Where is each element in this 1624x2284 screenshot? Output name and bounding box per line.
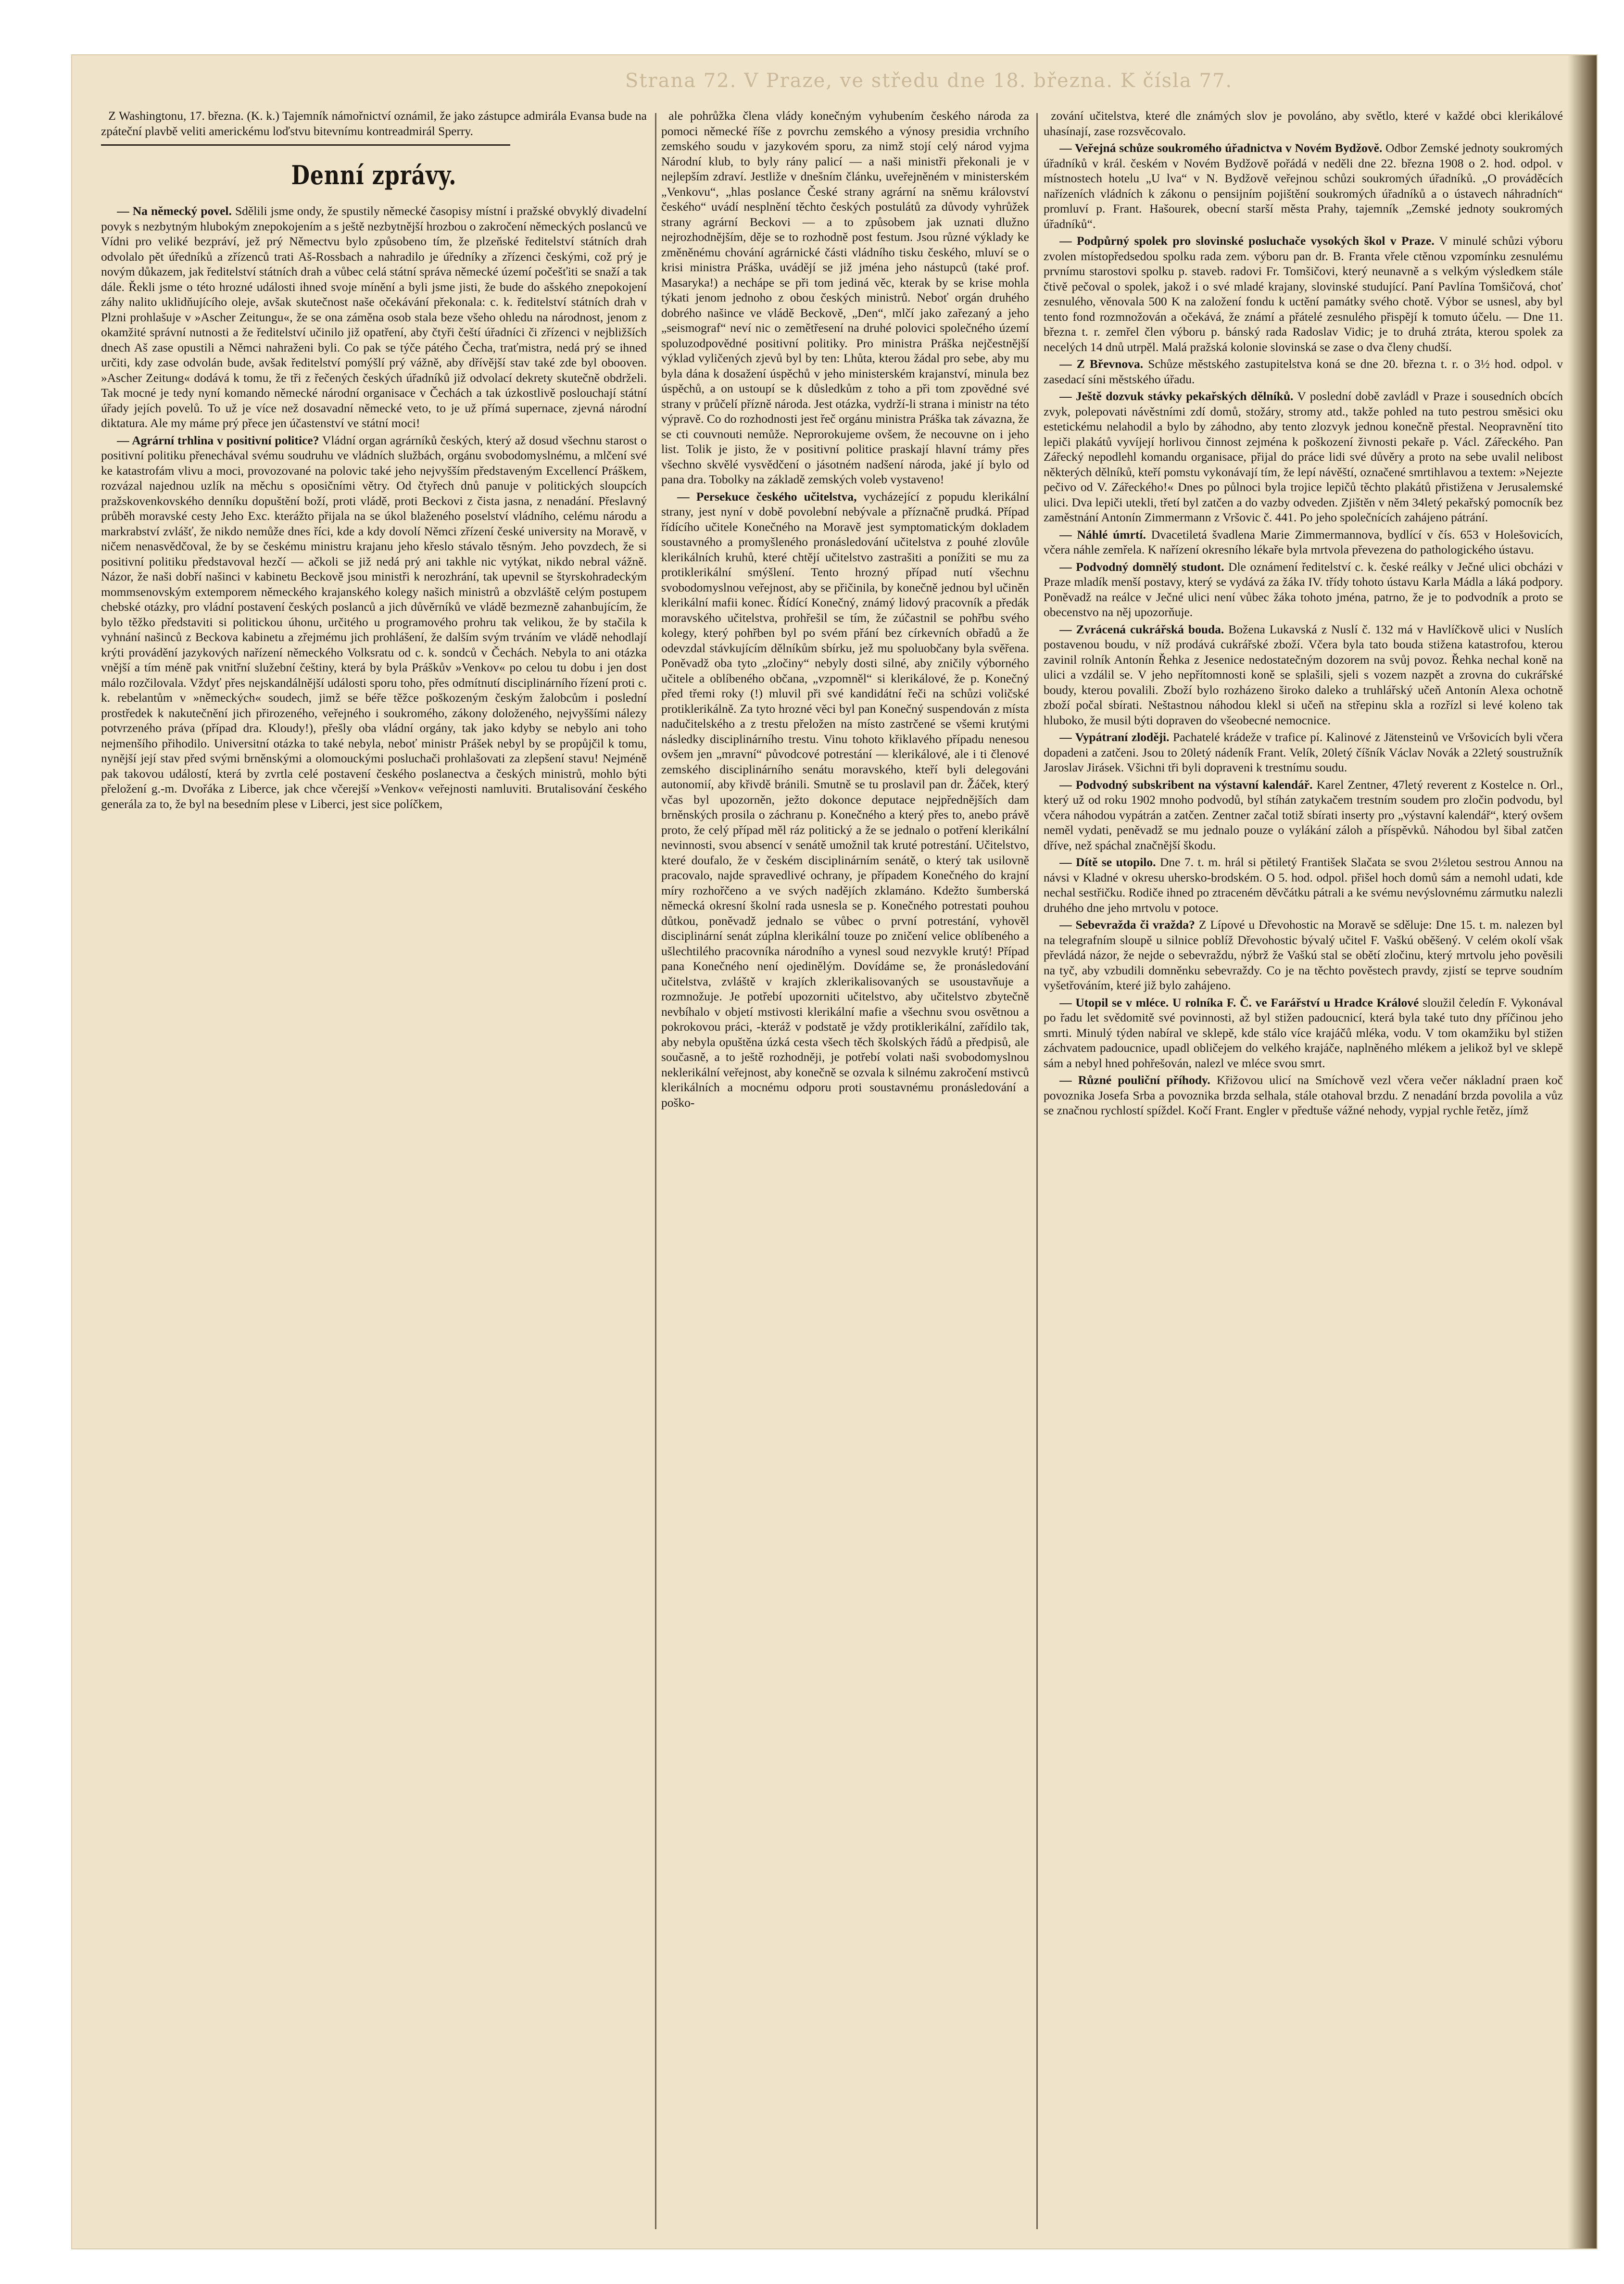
article-lead: — Sebevražda či vražda? [1059, 918, 1195, 932]
article-lead: — Podpůrný spolek pro slovinské posluchače vysokých škol v Praze. [1059, 234, 1435, 248]
article-persekuce-ucitelstva [661, 489, 1029, 1110]
article-body: V minulé schůzi výboru zvolen místopředsedou spolku rada zem. výboru pan dr. B. Franta vřele ctěnou vzpomínku zesnulému prvnímu starostovi spolku p. staveb. radovi Fr. Tomšičovi, který neunavně a s velkým výsledkem stále čtivě pečoval o spolek, jakož i o své mladé krajany, slovinské studující. Paní Pavlína Tomšičová, choť zesnulého, věnovala 500 K na založení fondu k uctění památky svého chotě. Výbor se usnesl, aby byl tento fond rozmnožován a očekává, že známí a přátelé zesnulého přispějí k tomuto účelu. — Dne 11. března t. r. zemřel člen výboru p. bánský rada Radoslav Vidic; je to druhá ztráta, kterou spolek za necelých 14 dnů utrpěl. Malá pražská kolonie slovinská se zase o dva členy chudší. [1044, 234, 1563, 354]
article-nemecky-povel [101, 203, 647, 431]
column-divider [1036, 113, 1038, 2229]
article-lead: — Z Břevnova. [1059, 357, 1144, 371]
article-item [1044, 855, 1563, 915]
column-divider [655, 113, 656, 2229]
article-body: Dne 7. t. m. hrál si pětiletý František Slačata se svou 2½letou sestrou Annou na návsi v Kladné v okresu uhersko-brodském. O 5. hod. odpol. přišel hoch domů sám a nemohl udati, kde nechal sestřičku. Rodiče ihned po ztraceném děvčátku pátrali a ke svému nevýslovnému zármutku nalezli druhého dne jeho mrtvolu v potoce. [1044, 855, 1563, 915]
column-2 [661, 108, 1029, 2234]
section-title: Denní zprávy. [291, 160, 457, 190]
article-lead: — Zvrácená cukrářská bouda. [1059, 622, 1224, 636]
article-continuation: zování učitelstva, které dle známých slov je povoláno, aby světlo, které v každé obci klerikálové uhasínají, zase rozsvěcovalo. [1044, 109, 1563, 138]
article-lead: — Agrární trhlina v positivní politice? [117, 433, 319, 447]
article-item [1044, 356, 1563, 387]
article-lead: — Veřejná schůze soukromého úřadnictva v Novém Bydžově. [1059, 141, 1383, 155]
article-body: Vládní organ agrárníků českých, který až dosud všechnu starost o positivní politiku přenechával svému soudruhu ve vládních službách, orgánu svobodomyslnému, a mlčení své ke katastrofám vlivu a moci, provozované na polovic také jeho nejvyšším představeným Excellencí Práškem, rozvázal najednou uzlík na měchu s oposičními větry. Od čtyřech dnů panuje v politických sloupcích pražskovenkovského denníku dopuštění boží, proti vládě, proti Beckovi z čista jasna, z nenadání. Přeslavný průběh moravské cesty Jeho Exc. kterážto přijala na se úkol blaženého poselství vládního, celému národu a markrabství zvlášť, že nikdo nemůže dnes říci, kde a kdy dovolí Němci zřízení české university na Moravě, v ničem nenasvědčoval, že by se českému ministru krajanu jeho křeslo stávalo těsným. Jeho povzdech, že si positivní politiku představoval hezčí — ačkoli se již nedá prý ani takhle nic vytýkat, nikdo nebral vážně. Názor, že naši dobří našinci v kabinetu Beckově jsou ministři k nerozhrání, tak upevnil se štyrskohradeckým mommsenovským extemporem německého krajanského kolegy našich ministrů a obzvláště celým postupem chebské otázky, pro vládní postavení českých poslanců a jich důvěrníků ve vládě bezmezně zahanbujícím, že bylo těžko představiti si politickou úhonu, určitého u programového prohru tak velikou, že by stačila k vyhnání našinců z Beckova kabinetu a zřejmému jich prohlášení, že dalším svým trváním ve vládě nehodlají krýti provádění jazykových nařízení německého Volksratu od c. k. sondců v Čechách. Nebyla to ani otázka vnější a tím méně pak vnitřní služební češtiny, která by byla Práškův »Venkov« po celou tu dobu i jen dost málo rozčilovala. Vždyť přes nejskandálnější události sporu toho, přes odmítnutí disciplinárního řízení proti c. k. rebelantům v »německých« soudech, jimž se béře těžce poškozeným českým žalobcům i poslední prostředek k nakutečnění jich přirozeného, veřejného i soukromého, zákony doloženého, nejvyššími nálezy potvrzeného práva (případ dra. Kloudy!), přešly oba vládní orgány, tak jako kdyby se nebylo ani toho nejmenšího přihodilo. Universitní otázka to také nebyla, neboť ministr Prášek nebyl by se propůjčil k tomu, nynější její stav před svými brněnskými a olomouckými posluchači prohlašovati za zlepšení stavu! Nejméně pak takovou událostí, která by zvrtla celé postavení českého poslanectva a českých ministrů, mohlo býti přeložení g.-m. Dvořáka z Liberce, jak chce včerejší »Venkov« veřejnosti namluviti. Brutalisování českého generála za to, že byl na besedním plese v Liberci, jest sice políčkem, [101, 433, 647, 811]
article-body: Karel Zentner, 47letý reverent z Kostelce n. Orl., který už od roku 1902 mnoho podvodů, byl stíhán zatykačem trestním soudem pro zločin podvodu, byl včera náhodou vypátrán a zatčen. Zentner začal totiž sbírati inserty pro „výstavní kalendář“, který ovšem neměl vydati, peněvadž se mu jednalo pouze o vylákání záloh a příspěvků. Náhodou byl šibal zatčen dříve, než spáchal značnější škodu. [1044, 777, 1563, 852]
article-body: Sdělili jsme ondy, že spustily německé časopisy místní i pražské obvyklý divadelní povyk s nezbytným hlubokým znepokojením a s ještě nezbytnější hrozbou o zakročení německých poslanců ve Vídni pro veliké bezpráví, jež prý Němectvu bylo způsobeno tím, že plzeňské ředitelství státních drah odvolalo pět úředníků a zřízenců trati Aš-Rossbach a nahradilo je úředníky a zřízenci českými, což prý je novým důkazem, jak ředitelství státních drah a vůbec celá státní správa německé území počešťiti se snaží a tak dále. Řekli jsme o této hrozné události ihned svoje mínění a byli jsme jisti, že bude do ašského znepokojení záhy nalito uklidňujícího oleje, avšak skutečnost naše očekávání překonala: c. k. ředitelství státních drah v Plzni prohlašuje v »Ascher Zeitungu«, že se ona záměna osob stala beze všeho ohledu na národnost, jenom z okamžité správní nutnosti a že ředitelství učinilo již opatření, aby čtyři čeští úřadníci či zřízenci v nejbližších dnech Aš zase opustili a Němci nahraženi byli. Co pak se týče pátého Čecha, traťmistra, nedá prý se ihned určiti, kdy zase odvolán bude, avšak ředitelství pomýšlí prý vážně, aby dřívější stav také zde byl obooven. »Ascher Zeitung« dodává k tomu, že tři z řečených českých úřadníků již odvolací dekrety skutečně obdrželi. Tak mocné je tedy nyní komando německé národní organisace v Čechách a tak úzkostlivě poslouchají státní úřady jejích povelů. To už je více než dosavadní německé veto, to je už přímá supernace, zjevná národní diktatura. Ale my máme prý přece jen účastenství ve státní moci! [101, 204, 647, 430]
article-item [1044, 559, 1563, 620]
column-3 [1044, 108, 1563, 2234]
article-item [1044, 140, 1563, 231]
article-lead: — Různé pouliční příhody. [1059, 1073, 1210, 1087]
article-item [1044, 233, 1563, 354]
article-body: vycházející z popudu klerikální strany, jest nyní v době povolební nebývale a příznačně prudká. Případ řídícího učitele Konečného na Moravě jest symptomatickým dokladem soustavného a promyšleného pronásledování učitelstva z pouhé zlovůle klerikálních kruhů, které chtějí učitelstvo zastrašiti a ponížiti se mu za protiklerikální smýšlení. Tento hrozný případ nutí všechnu svobodomyslnou veřejnost, aby se přičinila, by konečně jednou byl učiněn klerikální mafii konec. Řídící Konečný, známý lidový pracovník a předák moravského učitelstva, prohřešil se tím, že zúčastnil se pohřbu svého kolegy, který pohřben byl po svém přání bez církevních obřadů a že odevzdal stávkujícím dělníkům sbírku, jež mu spoluobčany byla svěřena. Poněvadž oba tyto „zločiny“ nebyly dosti silné, aby zničily výborného učitele a oblíbeného občana, „vzpomněl“ si klerikálové, že p. Konečný před třemi roky (!) mluvil při své kandidátní řeči na schůzi voličské protiklerikálně. Za tyto hrozné věci byl pan Konečný suspendován z místa nadučitelského a z trestu přeložen na místo zastrčené se všemi krutými následky disciplinárního trestu. Vinu tohoto křiklavého případu nenesou ovšem jen „mravní“ původcové potrestání — klerikálové, ale i ti členové zemského disciplinárního senátu moravského, kteří byli delegováni autonomií, aby křivdě bránili. Smutně se tu proslavil pan dr. Žáček, který včas byl upozorněn, ježto dokonce deputace nejpřednějších dam brněnských prosila o záchranu p. Konečného a který přes to, anebo právě proto, že celý případ měl ráz politický a že se jednalo o potření klerikální nevinnosti, svou absencí v senátě umožnil tak kruté potrestání. Učitelstvo, které doufalo, že v českém disciplinárním senátě, o který tak usilovně pracovalo, najde spravedlivé ochrany, je případem Konečného do krajní míry rozhořčeno a ve svých nadějích zklamáno. Kdežto šumberská německá okresní školní rada usnesla se p. Konečného potrestati pouhou důtkou, poněvadž jednalo se vůbec o první potrestání, vyhověl disciplinární senát zúplna klerikální touze po zničení velice oblíbeného a ušlechtilého pracovníka národního a vynesl soud nezvykle krutý! Případ pana Konečného není ojedinělým. Dovídáme se, že pronásledování učitelstva, zvláště v krajích zklerikalisovaných se usoustavňuje a rozmnožuje. Je potřebí upozorniti učitelstvo, aby učitelstvo zbytečně nevbíhalo v objetí mstivosti klerikální mafie a všechnu svou osvětnou a pokrokovou práci, -kteráž v podstatě je vždy protiklerikální, zařídilo tak, aby nebyla opuštěna úzká cesta všech těch školských řádů a předpisů, ale současně, a to ještě rozhodněji, je potřebí volati naši svobodomyslnou neklerikální veřejnost, aby konečně se ozvala k silnému zakročení mstivců klerikálních a mocnému odporu proti soustavnému pronásledování a poško- [661, 489, 1029, 1110]
article-lead: — Dítě se utopilo. [1059, 855, 1156, 869]
article-lead: — Utopil se v mléce. U rolníka F. Č. ve Farářství u Hradce Králové [1059, 995, 1419, 1010]
article-item [1044, 917, 1563, 993]
section-rule [101, 144, 510, 146]
article-body: Z Lípové u Dřevohostic na Moravě se sděluje: Dne 15. t. m. nalezen byl na telegrafním sloupě u silnice poblíž Dřevohostic bývalý učitel F. Vaškú oběšený. V celém okolí však převládá názor, že nejde o sebevraždu, nýbrž že Vaškú stal se obětí zločinu, který mrtvolu jeho pověsili na tyč, aby vzbudili domněnku sebevraždy. Co je na těchto pověstech pravdy, zjistí se teprve soudním vyšetřováním, které již bylo zahájeno. [1044, 918, 1563, 992]
article-item [1044, 622, 1563, 728]
article-body: Křižovou ulicí na Smíchově vezl včera večer nákladní praen koč povoznika Josefa Srba a povoznika brzda selhala, stále otahoval brzdu. Z nenadání brzda povolila a vůz se značnou rychlostí spíždel. Kočí Frant. Engler v předtuše vážné nehody, vypjal rychle řetěz, jímž [1044, 1073, 1563, 1117]
article-lead: — Podvodný subskribent na výstavní kalendář. [1059, 777, 1313, 792]
article-body: Pachatelé krádeže v trafice pí. Kalinové z Jätensteinů ve Vršovicích byli včera dopadeni a zatčeni. Jsou to 20letý nádeník Frant. Velík, 20letý číšník Václav Novák a 22letý soustružník Jaroslav Jirásek. Všichni tři byli dopraveni k trestnímu soudu. [1044, 730, 1563, 774]
article-item [1044, 995, 1563, 1071]
column-1 [101, 108, 647, 2234]
article-lead: — Podvodný domnělý studont. [1059, 559, 1224, 574]
article-body: V poslední době zavládl v Praze i sousedních obcích zvyk, polepovati návěstními zdí domů, stožáry, stromy atd., takže pohled na tuto pestrou směsici oku estetickému nelahodil a bylo by záhodno, aby tento zlozvyk jednou konečně přestal. Neopravnění tito lepiči plakátů vyvíjejí horlivou činnost zejména k poškození živnosti pekaře p. Václ. Zářeckého. Pan Zářecký nepodlehl komandu organisace, přijal do práce lidi své důvěry a proto na sebe uvalil nelibost některých dělníků, kteří pomstu vykonávají tím, že lepí návěští, označené smrtihlavou a textem: »Nejezte pečivo od V. Zářeckého!« Dnes po půlnoci byla trojice lepičů těchto plakátů přistižena v Jerusalemské ulici. Dva lepiči utekli, třetí byl zatčen a do vazby odveden. Zjištěn v něm 34letý pekařský pomocník bez zaměstnání Antonín Zimmermann z Vršovic č. 441. Po jeho společnících zahájeno pátrání. [1044, 389, 1563, 524]
article-lead: — Persekuce českého učitelstva, [677, 489, 857, 504]
article-lead: — Na německý povel. [117, 204, 232, 218]
article-item [1044, 389, 1563, 525]
article-body: Dle oznámení ředitelství c. k. české reálky v Ječné ulici obcházi v Praze mladík menší postavy, který se vydává za žáka IV. třídy tohoto ústavu Karla Mádla a láká podpory. Poněvadž na reálce v Ječné ulici není vůbec žáka tohoto jména, patrno, že je to podvodník a proto se obecenstvo na něj upozorňuje. [1044, 559, 1563, 619]
telegram-washington: Z Washingtonu, 17. března. (K. k.) Tajemník námořnictví oznámil, že jako zástupce admirála Evansa bude na zpáteční plavbě veliti americkému loďstvu bitevnímu kontreadmirál Sperry. [101, 109, 647, 138]
article-lead: — Ještě dozvuk stávky pekařských dělníků. [1059, 389, 1294, 403]
article-continuation: ale pohrůžka člena vlády konečným vyhubením českého národa za pomoci německé říše z povrchu zemského a výnosy presidia vrchního zemského soudu v jazykovém sporu, za nimž stojí celý národ vyjma Národní klub, to byly rány palicí — a naši ministři překonali je v nejlepším zdraví. Jestliže v dnešním článku, uveřejněném v ministerském „Venkovu“, „hlas poslance České strany agrární na sněmu království českého“ uvádí nesplnění těchto českých postulátů za důvody vyhrůžek strany agrární Beckovi — a to způsobem jak uznati dlužno nejrozhodnějším, děje se to rozhodně post festum. Jsou různé výklady ke změněnému chování agrárnické části vládního tisku českého, mluví se o krisi ministra Práška, uvádějí se již jména jeho nástupců (také prof. Masaryka!) a nechápe se při tom jediná věc, kterak by se krise mohla týkati jenom jednoho z obou českých ministrů. Neboť orgán druhého dobrého našince ve vládě Beckově, „Den“, mlčí jako zařezaný a jeho „seismograf“ neví nic o zemětřesení na druhé polovici společného území spoluzodpovědné positivní politiky. Pro ministra Práška nejčestnější výklad vyličených zjevů byl by ten: Lhůta, kterou žádal pro sebe, aby mu byla dána k dosažení úspěchů v jeho ministerském krajanství, minula bez úspěchů, a on ustoupí se k důsledkům z toho a při tom zpovědné své strany v průčelí přízně národa. Jest otázka, vydrží-li strana i ministr na této výpravě. Co do rozhodnosti jest řeč orgánu ministra Práška tak závazna, že se cti couvnouti nemůže. Neprorokujeme ovšem, že necouvne on i jeho list. Tolik je jisto, že v positivní politice praskají hlavní trámy přes všechno skvělé vysvědčení o jásotném nadšení národa, jaké jí bylo od pana dra. Tobolky na základě zemských voleb vystaveno! [661, 109, 1029, 486]
article-lead: — Náhlé úmrtí. [1059, 527, 1146, 542]
article-body: Schůze městského zastupitelstva koná se dne 20. března t. r. o 3½ hod. odpol. v zasedací síni městského úřadu. [1044, 357, 1563, 386]
article-body: Božena Lukavská z Nuslí č. 132 má v Havlíčkově ulici v Nuslích postavenou boudu, v níž prodává cukrářské zboží. Včera byla tato bouda stižena katastrofou, kterou zavinil rolník Antonín Řehka z Jesenice nedostatečným dozorem na svůj povoz. Řehka nechal koně na ulici a vzdálil se. V jeho nepřítomnosti koně se splašili, sjeli s vozem nazpět a zrovna do cukrářské boudy, kterou povalili. Zboží bylo rozházeno široko daleko a truhlářský učeň Antonín Alexa ochotně zboží počal sbírati. Neštastnou náhodou klekl si učeň na střepinu skla a rozřízl si levé koleno tak hluboko, že musil býti dopraven do všeobecné nemocnice. [1044, 622, 1563, 727]
article-agrarni-trhlina [101, 433, 647, 812]
article-item [1044, 777, 1563, 853]
article-body: Dvacetiletá švadlena Marie Zimmermannova, bydlící v čís. 653 v Holešovicích, včera náhle zemřela. K nařízení okresního lékaře byla mrtvola převezena do pathologického ústavu. [1044, 527, 1563, 556]
article-body: Odbor Zemské jednoty soukromých úřadníků v král. českém v Novém Bydžově pořádá v neděli dne 22. března 1908 o 2. hod. odpol. v místnostech hotelu „U lva“ v N. Bydžově veřejnou schůzi soukromých úřadníků. „O prováděcích nařízeních vládních k zákonu o pensijním pojištění soukromých úřadníků a o ústavech náhradních“ promluví p. Frant. Hašourek, obecní starší města Prahy, tajemník „Zemské jednoty soukromých úřadníků“. [1044, 141, 1563, 231]
article-lead: — Vypátraní zloději. [1059, 730, 1170, 744]
page-edge-shadow [1568, 55, 1597, 2248]
article-item [1044, 527, 1563, 557]
article-item [1044, 1073, 1563, 1118]
page-header-strip: Strana 72. V Praze, ve středu dne 18. března. K čísla 77. [625, 70, 1233, 92]
newspaper-page [72, 55, 1597, 2248]
article-item [1044, 730, 1563, 775]
article-body: sloužil čeledín F. Vykonával po řadu let svědomitě své povinnosti, až byl stižen padoucnicí, která byla také tuto dny příčinou jeho smrti. Minulý týden nabíral ve sklepě, kde stálo více krajáčů mléka, vodu. V tom okamžiku byl stižen záchvatem padoucnice, upadl obličejem do velkého krajáče, naplněného mlékem a jelikož byl ve sklepě sám a nebyl hned pohřešován, nalezl ve mléce svou smrt. [1044, 995, 1563, 1070]
